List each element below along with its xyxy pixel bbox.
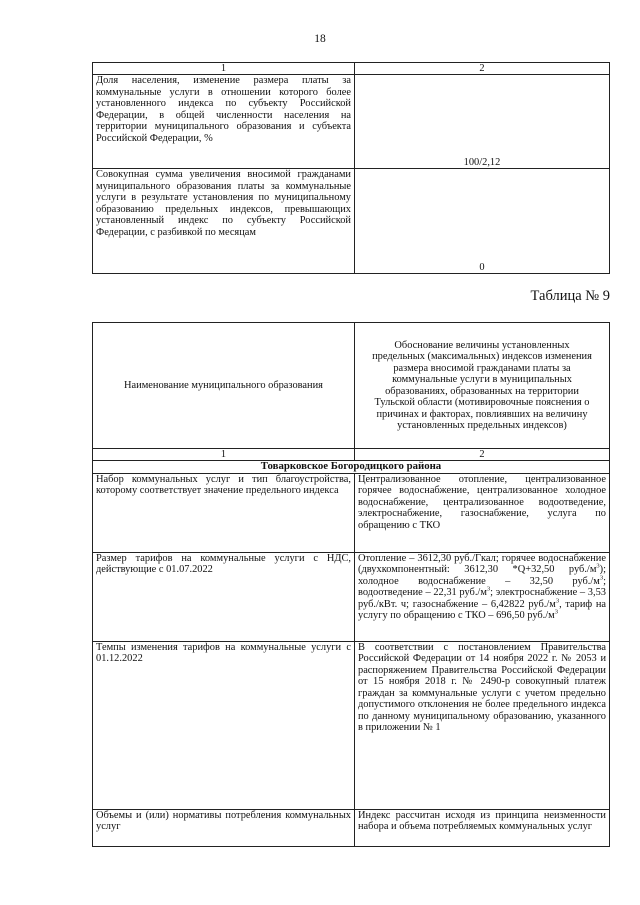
superscript: 3 xyxy=(555,597,560,605)
col-number-1: 1 xyxy=(93,449,355,461)
header-municipality: Наименование муниципального образования xyxy=(93,323,355,449)
table-9 xyxy=(92,322,610,847)
row-label: Размер тарифов на коммунальные услуги с НДС, действующие с 01.07.2022 xyxy=(93,552,355,641)
table-title: Таблица № 9 xyxy=(530,288,610,304)
tariff-text: Отопление – 3612,30 руб./Гкал; горячее водоснабжение (двухкомпонентный: 3612,30 *Q+32,50 руб./м xyxy=(358,552,606,575)
row-label: Набор коммунальных услуг и тип благоустройства, которому соответствует значение предельного индекса xyxy=(93,473,355,552)
tariff-text: , тариф на услугу по обращению с ТКО – 696,50 руб./м xyxy=(358,598,607,621)
col-number-2: 2 xyxy=(355,63,610,75)
column-numbers-row xyxy=(93,449,610,461)
tariff-text: ; электроснабжение – 3,53 руб./кВт. ч; газоснабжение – 6,42822 руб./м xyxy=(358,587,606,610)
tariff-text: ); холодное водоснабжение – 32,50 руб./м xyxy=(358,564,606,587)
table-row xyxy=(93,169,610,274)
row-label: Совокупная сумма увеличения вносимой гражданами муниципального образования платы за коммунальные услуги в результате установления по муниципальному образованию предельных индексов, превышающих установленный индекс по субъекту Российской Федерации, с разбивкой по месяцам xyxy=(93,169,355,274)
superscript: 3 xyxy=(554,608,558,616)
district-row xyxy=(93,461,610,474)
page-number: 18 xyxy=(314,33,326,45)
district-name: Товарковское Богородицкого района xyxy=(93,461,610,474)
row-value: 100/2,12 xyxy=(355,75,610,169)
row-label: Доля населения, изменение размера платы за коммунальные услуги в отношении которого более установленного индекса по субъекту Российской Федерации, в общей численности населения на территории муниципального образования и субъекта Российской Федерации, % xyxy=(93,75,355,169)
row-value: Централизованное отопление, централизованное горячее водоснабжение, централизованное холодное водоснабжение, централизованное водоотведение, электроснабжение, газоснабжение, услуга по обращению с ТКО xyxy=(355,473,610,552)
superscript: 3 xyxy=(599,574,604,582)
table-row xyxy=(93,809,610,846)
superscript: 3 xyxy=(486,585,491,593)
tariff-text: ; водоотведение – 22,31 руб./м xyxy=(358,575,606,598)
table-header-row xyxy=(93,63,610,75)
superscript: 3 xyxy=(596,562,600,570)
row-label: Темпы изменения тарифов на коммунальные услуги с 01.12.2022 xyxy=(93,641,355,809)
row-value: В соответствии с постановлением Правительства Российской Федерации от 14 ноября 2022 г. № 2053 и распоряжением Правительства Российской Федерации от 15 ноября 2018 г. № 2490-р совокупный платеж граждан за коммунальные услуги с учетом предельно допустимого отклонения не более предельного индекса по данному муниципальному образованию, указанного в приложении № 1 xyxy=(355,641,610,809)
table-row xyxy=(93,473,610,552)
table-top xyxy=(92,62,610,274)
table-row xyxy=(93,552,610,641)
row-label: Объемы и (или) нормативы потребления коммунальных услуг xyxy=(93,809,355,846)
table-row xyxy=(93,641,610,809)
table-row xyxy=(93,75,610,169)
table-header-row xyxy=(93,323,610,449)
row-value-tariffs xyxy=(355,552,610,641)
col-number-1: 1 xyxy=(93,63,355,75)
header-justification: Обоснование величины установленных предельных (максимальных) индексов изменения размера вносимой гражданами платы за коммунальные услуги в муниципальных образованиях, образованных на территории Тульской области (мотивировочные пояснения о причинах и факторах, повлиявших на величину установленных предельных индексов) xyxy=(355,323,610,449)
row-value: Индекс рассчитан исходя из принципа неизменности набора и объема потребляемых коммунальных услуг xyxy=(355,809,610,846)
col-number-2: 2 xyxy=(355,449,610,461)
row-value: 0 xyxy=(355,169,610,274)
